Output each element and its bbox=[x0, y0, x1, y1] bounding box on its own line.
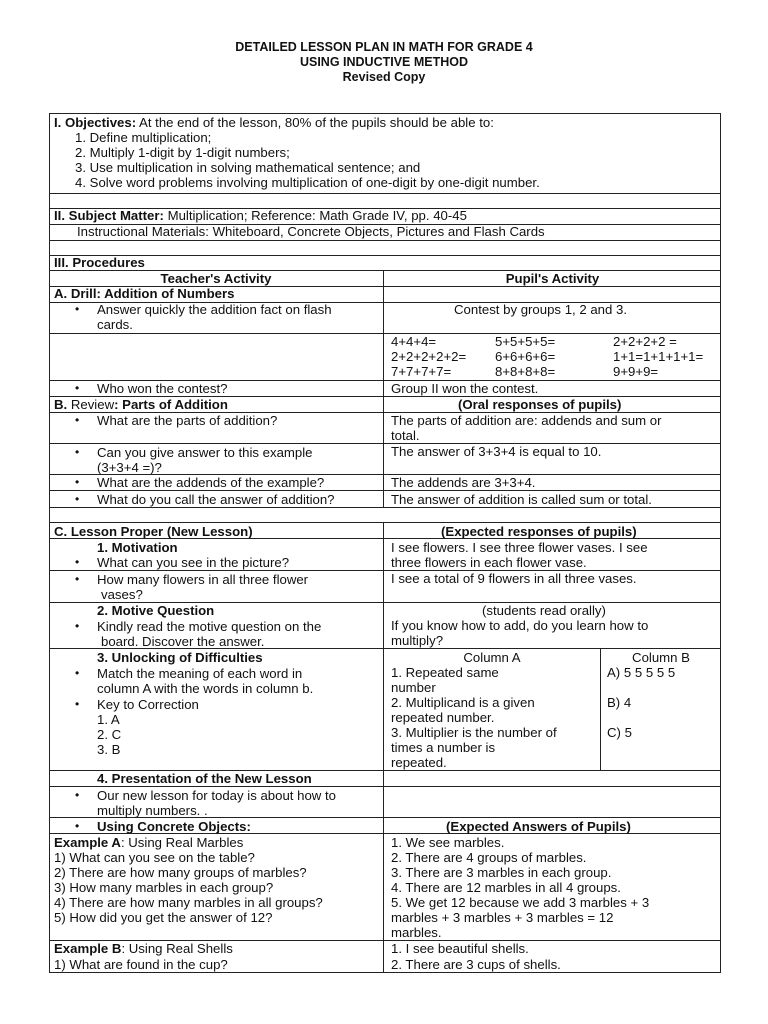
expected-answer: 4. There are 12 marbles in all 4 groups. bbox=[391, 880, 621, 895]
subject-matter-row: II. Subject Matter: Multiplication; Reference: Math Grade IV, pp. 40-45 bbox=[54, 208, 467, 223]
example-question: 1) What can you see on the table? bbox=[54, 850, 255, 865]
bullet-icon: • bbox=[75, 666, 80, 680]
bullet-icon: • bbox=[75, 619, 80, 633]
teacher-statement: multiply numbers. . bbox=[97, 803, 208, 818]
addition-fact: 2+2+2+2 = bbox=[613, 334, 677, 349]
bullet-icon: • bbox=[75, 697, 80, 711]
column-a-item: 1. Repeated same bbox=[391, 665, 499, 680]
teacher-question: What are the parts of addition? bbox=[97, 413, 278, 428]
revision-note: Revised Copy bbox=[342, 70, 426, 84]
row-rule bbox=[49, 240, 721, 241]
teacher-question: column A with the words in column b. bbox=[97, 681, 314, 696]
example-a-heading: Example A: Using Real Marbles bbox=[54, 835, 244, 850]
row-rule bbox=[49, 786, 721, 787]
row-rule bbox=[49, 255, 721, 256]
addition-fact: 9+9+9= bbox=[613, 364, 659, 379]
expected-answer: 1. I see beautiful shells. bbox=[391, 941, 529, 956]
procedures-heading: III. Procedures bbox=[54, 255, 145, 270]
bullet-icon: • bbox=[75, 555, 80, 569]
example-b-heading: Example B: Using Real Shells bbox=[54, 941, 233, 956]
column-a-header: Column A bbox=[463, 650, 521, 665]
document-title: DETAILED LESSON PLAN IN MATH FOR GRADE 4 bbox=[235, 40, 533, 54]
example-question: 1) What are found in the cup? bbox=[54, 957, 228, 972]
drill-heading: A. Drill: Addition of Numbers bbox=[54, 286, 235, 301]
bullet-icon: • bbox=[75, 788, 80, 802]
column-b-header: Column B bbox=[632, 650, 690, 665]
teacher-question: Kindly read the motive question on the bbox=[97, 619, 322, 634]
pupil-response: multiply? bbox=[391, 633, 444, 648]
pupil-response: Group II won the contest. bbox=[391, 381, 539, 396]
instructional-materials: Instructional Materials: Whiteboard, Concrete Objects, Pictures and Flash Cards bbox=[77, 224, 545, 239]
bullet-icon: • bbox=[75, 445, 80, 459]
row-rule bbox=[49, 507, 721, 508]
motivation-heading: 1. Motivation bbox=[97, 540, 178, 555]
column-rule bbox=[383, 522, 384, 973]
objectives-row: I. Objectives: At the end of the lesson, 80% of the pupils should be able to: bbox=[54, 115, 494, 130]
addition-fact: 8+8+8+8= bbox=[495, 364, 556, 379]
column-b-item: A) 5 5 5 5 5 bbox=[607, 665, 676, 680]
bullet-icon: • bbox=[75, 819, 80, 833]
expected-answer: 5. We get 12 because we add 3 marbles + 3 bbox=[391, 895, 650, 910]
example-question: 5) How did you get the answer of 12? bbox=[54, 910, 273, 925]
teacher-question: What can you see in the picture? bbox=[97, 555, 290, 570]
teacher-question: board. Discover the answer. bbox=[101, 634, 265, 649]
teacher-question: How many flowers in all three flower bbox=[97, 572, 309, 587]
addition-fact: 2+2+2+2+2= bbox=[391, 349, 467, 364]
objective-item: 1. Define multiplication; bbox=[75, 130, 212, 145]
teacher-question: cards. bbox=[97, 317, 133, 332]
pupil-response: I see a total of 9 flowers in all three vases. bbox=[391, 571, 637, 586]
example-question: 2) There are how many groups of marbles? bbox=[54, 865, 307, 880]
concrete-objects-heading: Using Concrete Objects: bbox=[97, 819, 251, 834]
column-b-item: C) 5 bbox=[607, 725, 632, 740]
bullet-icon: • bbox=[75, 475, 80, 489]
column-a-item: repeated. bbox=[391, 755, 447, 770]
unlocking-heading: 3. Unlocking of Difficulties bbox=[97, 650, 263, 665]
example-question: 3) How many marbles in each group? bbox=[54, 880, 274, 895]
teacher-statement: Our new lesson for today is about how to bbox=[97, 788, 336, 803]
pupil-response: If you know how to add, do you learn how to bbox=[391, 618, 649, 633]
motive-question-heading: 2. Motive Question bbox=[97, 603, 215, 618]
row-rule bbox=[49, 490, 721, 491]
pupil-response: The addends are 3+3+4. bbox=[391, 475, 536, 490]
answer-key-item: 1. A bbox=[97, 712, 120, 727]
pupil-response: The parts of addition are: addends and sum or bbox=[391, 413, 662, 428]
addition-fact: 5+5+5+5= bbox=[495, 334, 556, 349]
teacher-question: What are the addends of the example? bbox=[97, 475, 325, 490]
document-subtitle: USING INDUCTIVE METHOD bbox=[299, 55, 469, 69]
bullet-icon: • bbox=[75, 302, 80, 316]
expected-answer: marbles + 3 marbles + 3 marbles = 12 bbox=[391, 910, 614, 925]
column-a-item: 2. Multiplicand is a given bbox=[391, 695, 535, 710]
teacher-question: Answer quickly the addition fact on flash bbox=[97, 302, 332, 317]
answer-key-item: 3. B bbox=[97, 742, 121, 757]
review-heading: B. Review: Parts of Addition bbox=[54, 397, 228, 412]
pupil-response: The answer of addition is called sum or total. bbox=[391, 492, 652, 507]
teacher-question: What do you call the answer of addition? bbox=[97, 492, 335, 507]
row-rule bbox=[49, 193, 721, 194]
objective-item: 2. Multiply 1-digit by 1-digit numbers; bbox=[75, 145, 290, 160]
lesson-proper-heading: C. Lesson Proper (New Lesson) bbox=[54, 524, 253, 539]
row-rule bbox=[49, 522, 721, 523]
key-to-correction: Key to Correction bbox=[97, 697, 199, 712]
addition-fact: 6+6+6+6= bbox=[495, 349, 556, 364]
column-a-item: repeated number. bbox=[391, 710, 495, 725]
pupil-response: Contest by groups 1, 2 and 3. bbox=[454, 302, 628, 317]
row-rule bbox=[49, 443, 721, 444]
teacher-question: Match the meaning of each word in bbox=[97, 666, 303, 681]
expected-answer: 2. There are 4 groups of marbles. bbox=[391, 850, 587, 865]
teacher-question: (3+3+4 =)? bbox=[97, 460, 162, 475]
column-a-item: 3. Multiplier is the number of bbox=[391, 725, 557, 740]
pupil-response: The answer of 3+3+4 is equal to 10. bbox=[391, 444, 602, 459]
example-question: 4) There are how many marbles in all groups? bbox=[54, 895, 323, 910]
expected-answer: 3. There are 3 marbles in each group. bbox=[391, 865, 612, 880]
objective-item: 3. Use multiplication in solving mathematical sentence; and bbox=[75, 160, 421, 175]
answer-key-item: 2. C bbox=[97, 727, 122, 742]
pupil-section-header: (students read orally) bbox=[482, 603, 606, 618]
addition-fact: 7+7+7+7= bbox=[391, 364, 452, 379]
pupil-response: total. bbox=[391, 428, 420, 443]
bullet-icon: • bbox=[75, 572, 80, 586]
addition-fact: 1+1=1+1+1+1= bbox=[613, 349, 704, 364]
bullet-icon: • bbox=[75, 413, 80, 427]
expected-answer: 1. We see marbles. bbox=[391, 835, 505, 850]
teacher-question: Who won the contest? bbox=[97, 381, 228, 396]
pupil-section-header: (Expected responses of pupils) bbox=[441, 524, 637, 539]
pupil-response: three flowers in each flower vase. bbox=[391, 555, 587, 570]
expected-answer: marbles. bbox=[391, 925, 442, 940]
column-a-item: number bbox=[391, 680, 436, 695]
bullet-icon: • bbox=[75, 492, 80, 506]
teacher-question: vases? bbox=[101, 587, 143, 602]
teacher-question: Can you give answer to this example bbox=[97, 445, 313, 460]
objective-item: 4. Solve word problems involving multiplication of one-digit by one-digit number. bbox=[75, 175, 540, 190]
column-a-item: times a number is bbox=[391, 740, 496, 755]
pupil-activity-header: Pupil's Activity bbox=[505, 271, 600, 286]
column-rule bbox=[383, 270, 384, 508]
expected-answer: 2. There are 3 cups of shells. bbox=[391, 957, 561, 972]
column-b-item: B) 4 bbox=[607, 695, 632, 710]
column-rule bbox=[600, 648, 601, 770]
presentation-heading: 4. Presentation of the New Lesson bbox=[97, 771, 312, 786]
teacher-activity-header: Teacher's Activity bbox=[160, 271, 272, 286]
pupil-section-header: (Expected Answers of Pupils) bbox=[446, 819, 631, 834]
pupil-response: I see flowers. I see three flower vases. I see bbox=[391, 540, 648, 555]
addition-fact: 4+4+4= bbox=[391, 334, 437, 349]
pupil-section-header: (Oral responses of pupils) bbox=[458, 397, 622, 412]
bullet-icon: • bbox=[75, 381, 80, 395]
